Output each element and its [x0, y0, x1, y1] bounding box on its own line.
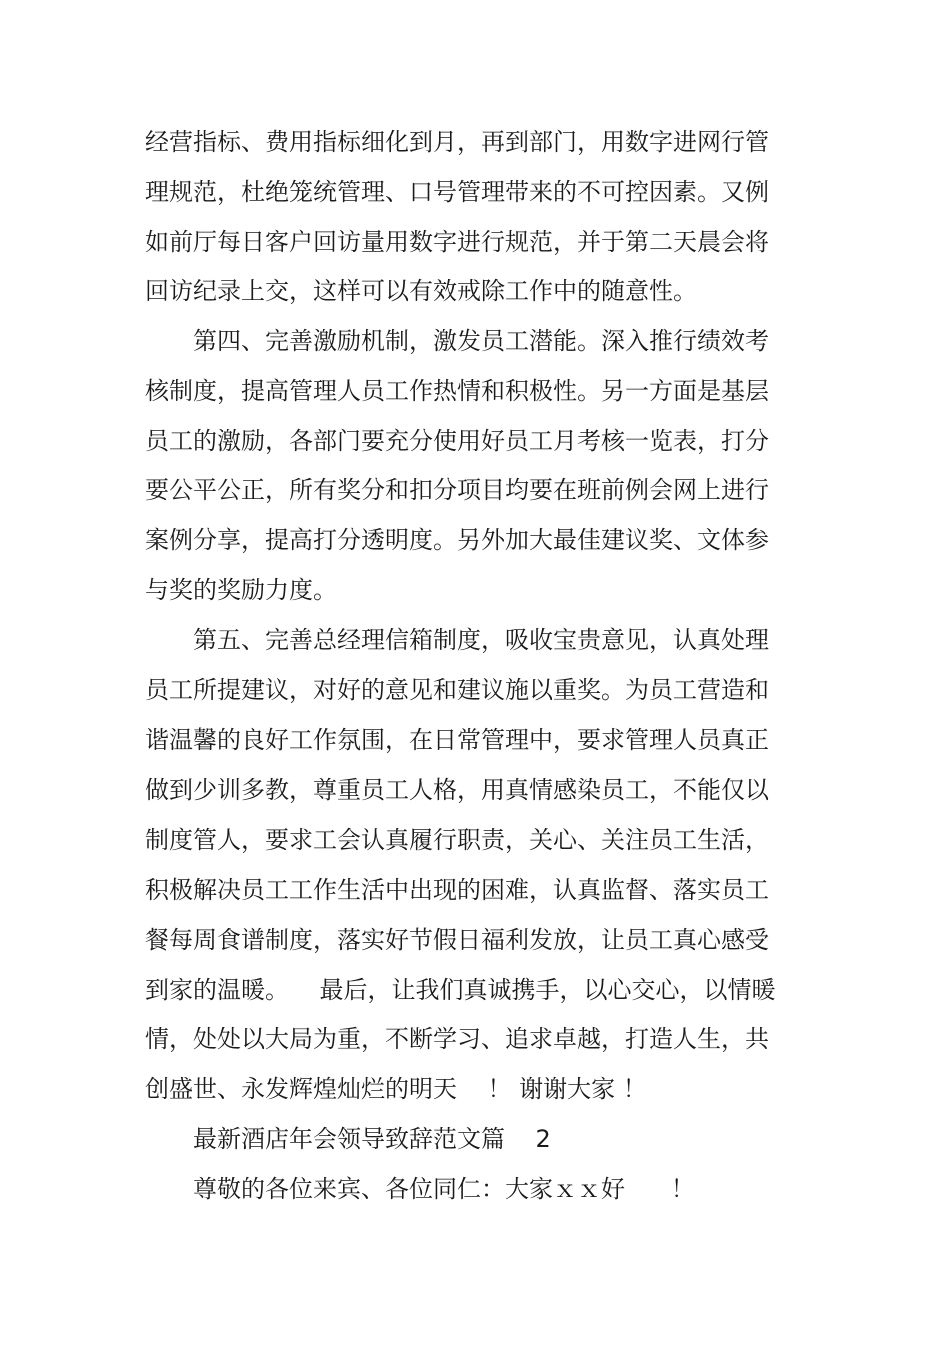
text-line: 员工所提建议，对好的意见和建议施以重奖。为员工营造和 — [145, 676, 769, 704]
salutation-line: 尊敬的各位来宾、各位同仁：大家ｘｘ好 ！ — [193, 1175, 695, 1203]
text-line: 创盛世、永发辉煌灿烂的明天 ！ 谢谢大家 ！ — [145, 1075, 647, 1103]
text-line: 做到少训多教，尊重员工人格，用真情感染员工，不能仅以 — [145, 776, 769, 804]
text-line: 与奖的奖励力度。 — [145, 576, 337, 604]
text-line: 情，处处以大局为重，不断学习、追求卓越，打造人生，共 — [145, 1025, 769, 1053]
text-line: 到家的温暖。 最后，让我们真诚携手，以心交心，以情暖 — [145, 976, 776, 1004]
text-line: 经营指标、费用指标细化到月，再到部门，用数字进网行管 — [145, 128, 769, 156]
text-line: 积极解决员工工作生活中出现的困难，认真监督、落实员工 — [145, 876, 769, 904]
text-line: 员工的激励，各部门要充分使用好员工月考核一览表，打分 — [145, 427, 769, 455]
text-line: 餐每周食谱制度，落实好节假日福利发放，让员工真心感受 — [145, 926, 769, 954]
text-line: 核制度，提高管理人员工作热情和积极性。另一方面是基层 — [145, 377, 769, 405]
text-line: 理规范，杜绝笼统管理、口号管理带来的不可控因素。又例 — [145, 178, 769, 206]
section-heading: 最新酒店年会领导致辞范文篇 2 — [193, 1125, 551, 1153]
paragraph-start-line: 第五、完善总经理信箱制度，吸收宝贵意见，认真处理 — [193, 626, 769, 654]
text-line: 回访纪录上交，这样可以有效戒除工作中的随意性。 — [145, 277, 697, 305]
text-line: 案例分享，提高打分透明度。另外加大最佳建议奖、文体参 — [145, 526, 769, 554]
text-line: 如前厅每日客户回访量用数字进行规范，并于第二天晨会将 — [145, 228, 769, 256]
text-line: 制度管人，要求工会认真履行职责，关心、关注员工生活， — [145, 826, 769, 854]
paragraph-start-line: 第四、完善激励机制，激发员工潜能。深入推行绩效考 — [193, 327, 769, 355]
text-line: 要公平公正，所有奖分和扣分项目均要在班前例会网上进行 — [145, 476, 769, 504]
text-line: 谐温馨的良好工作氛围，在日常管理中，要求管理人员真正 — [145, 726, 769, 754]
